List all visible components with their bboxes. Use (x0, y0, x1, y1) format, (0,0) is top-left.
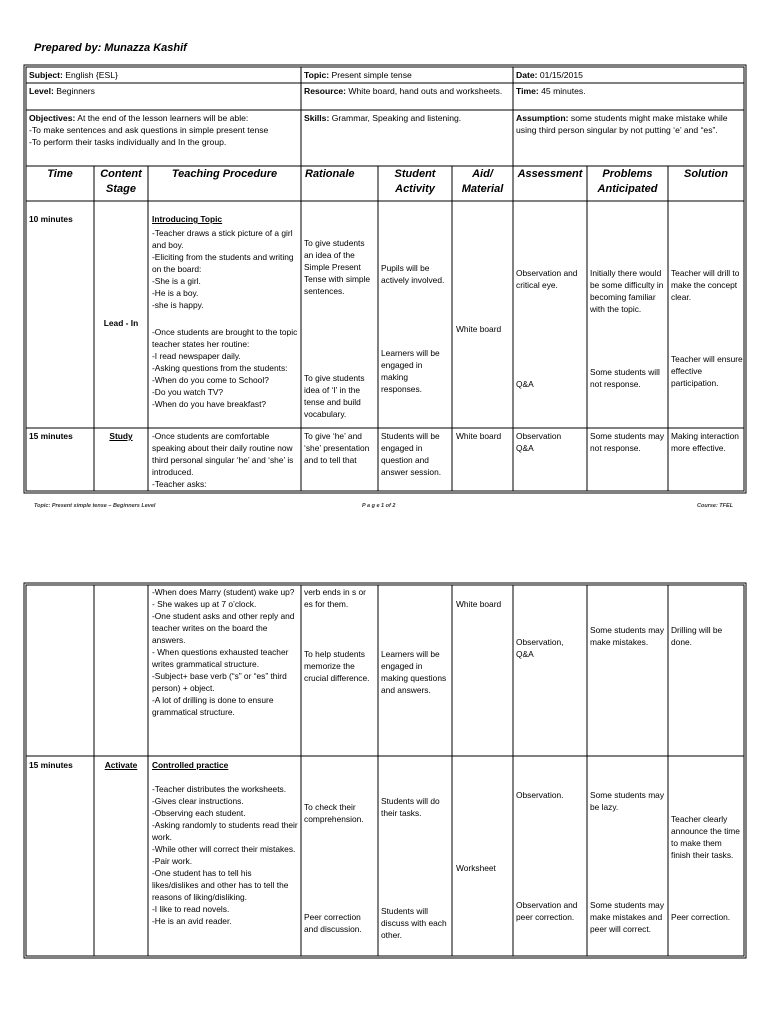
p2-row1-solution: Drilling will be done. (671, 625, 723, 647)
header-time: Time (47, 168, 73, 180)
p2-row2-stage: Activate (104, 760, 138, 770)
p2-row2-assessment-b: Observation and peer correction. (516, 900, 578, 922)
row1-rationale-b: To give students idea of ‘I’ in the tense and build vocabulary. (304, 373, 365, 419)
p2-row2-activity-a: Students will do their tasks. (381, 796, 440, 818)
row2-stage: Study (109, 431, 133, 441)
footer-page-number: P a g e 1 of 2 (362, 503, 396, 509)
row2-aid: White board (456, 431, 502, 441)
header-student-activity: Student Activity (394, 168, 436, 195)
p2-row2-aid: Worksheet (456, 863, 496, 873)
row2-proc: -Once students are comfortable speaking about their daily routine now third personal singular ‘he’ and ‘she’ is introduced. -Teacher asks: (152, 431, 294, 489)
subject-cell: Subject: English {ESL} (29, 70, 118, 80)
p2-row2-activity-b: Students will discuss with each other. (381, 906, 447, 940)
p2-row2-rationale-b: Peer correction and discussion. (304, 912, 362, 934)
topic-cell: Topic: Present simple tense (304, 70, 412, 80)
footer-topic: Topic: Present simple tense – Beginners Level (34, 503, 156, 509)
row2-assessment: Observation Q&A (516, 431, 562, 453)
row1-proc-b: -Once students are brought to the topic teacher states her routine: -I read newspaper daily. -Asking questions from the students: -When do you come to School? -Do you watch TV? -When do you have breakfast? (152, 327, 298, 409)
row1-solution-a: Teacher will drill to make the concept clear. (671, 268, 740, 302)
date-cell: Date: 01/15/2015 (516, 70, 583, 80)
row2-solution: Making interaction more effective. (671, 431, 739, 453)
header-assessment: Assessment (517, 168, 583, 180)
objectives-cell: Objectives: At the end of the lesson learners will be able: -To make sentences and ask questions in simple present tense -To perform their tasks individually and In the group. (29, 113, 269, 147)
header-problems-anticipated: Problems Anticipated (597, 168, 658, 195)
header-solution: Solution (684, 168, 728, 180)
header-aid-material: Aid/ Material (461, 168, 504, 195)
time-cell: Time: 45 minutes. (516, 86, 586, 96)
row1-stage: Lead - In (103, 318, 139, 328)
p2-row1-aid: White board (456, 599, 502, 609)
p2-row2-proc-title: Controlled practice (152, 760, 229, 770)
p2-row2-solution-b: Peer correction. (671, 912, 731, 922)
row1-aid: White board (456, 324, 502, 334)
row1-activity-a: Pupils will be actively involved. (381, 263, 445, 285)
row1-assessment-a: Observation and critical eye. (516, 268, 578, 290)
row1-proc-title: Introducing Topic (152, 214, 223, 224)
level-cell: Level: Beginners (29, 86, 95, 96)
p2-row2-proc: -Teacher distributes the worksheets. -Gives clear instructions. -Observing each student. -Asking randomly to students read their work. -While other will correct their mistakes. -Pair work. -One student has to tell his likes/dislikes and other has to tell the reasons of liking/disliking. -I like to read novels. -He is an avid reader. (152, 784, 298, 926)
p2-row1-assessment: Observation, Q&A (516, 637, 564, 659)
prepared-by: Prepared by: Munazza Kashif (34, 42, 187, 54)
p2-row2-solution-a: Teacher clearly announce the time to make them finish their tasks. (671, 814, 740, 860)
header-content-stage: Content Stage (100, 168, 142, 195)
p2-row1-activity: Learners will be engaged in making questions and answers. (381, 649, 447, 695)
row2-problems: Some students may not response. (590, 431, 665, 453)
p2-row1-problems: Some students may make mistakes. (590, 625, 665, 647)
row2-rationale: To give ‘he’ and ‘she’ presentation and to tell that (304, 431, 370, 465)
row1-assessment-b: Q&A (516, 379, 534, 389)
header-teaching-procedure: Teaching Procedure (171, 168, 278, 180)
p2-row2-assessment-a: Observation. (516, 790, 564, 800)
p2-row2-problems-a: Some students may be lazy. (590, 790, 665, 812)
row2-time: 15 minutes (29, 431, 73, 441)
p2-row1-rationale-b: To help students memorize the crucial difference. (304, 649, 370, 683)
footer-course: Course: TFEL (697, 503, 734, 509)
row1-time: 10 minutes (29, 214, 73, 224)
row1-rationale-a: To give students an idea of the Simple Present Tense with simple sentences. (304, 238, 371, 296)
assumption-cell: Assumption: some students might make mistake while using third person singular by not putting ‘e’ and “es”. (516, 113, 728, 135)
p2-row2-time: 15 minutes (29, 760, 73, 770)
row1-activity-b: Learners will be engaged in making responses. (381, 348, 440, 394)
p2-row2-problems-b: Some students may make mistakes and peer will correct. (590, 900, 665, 934)
p2-row1-proc: -When does Marry (student) wake up? - She wakes up at 7 o’clock. -One student asks and other reply and teacher writes on the board the answers. - When questions exhausted teacher writes grammatical structure. -Subject+ base verb (“s” or “es” third person) + object. -A lot of drilling is done to ensure grammatical structure. (152, 587, 295, 717)
row1-problems-a: Initially there would be some difficulty in becoming familiar with the topic. (590, 268, 664, 314)
p2-row1-rationale-a: verb ends in s or es for them. (304, 587, 366, 609)
resource-cell: Resource: White board, hand outs and worksheets. (304, 86, 503, 96)
skills-cell: Skills: Grammar, Speaking and listening. (304, 113, 462, 123)
row1-problems-b: Some students will not response. (590, 367, 660, 389)
p2-row2-rationale-a: To check their comprehension. (304, 802, 364, 824)
row2-activity: Students will be engaged in question and answer session. (381, 431, 442, 477)
header-rationale: Rationale (305, 168, 355, 180)
row1-proc-a: -Teacher draws a stick picture of a girl and boy. -Eliciting from the students and writing on the board: -She is a girl. -He is a boy. -she is happy. (152, 228, 294, 310)
row1-solution-b: Teacher will ensure effective participation. (671, 354, 743, 388)
